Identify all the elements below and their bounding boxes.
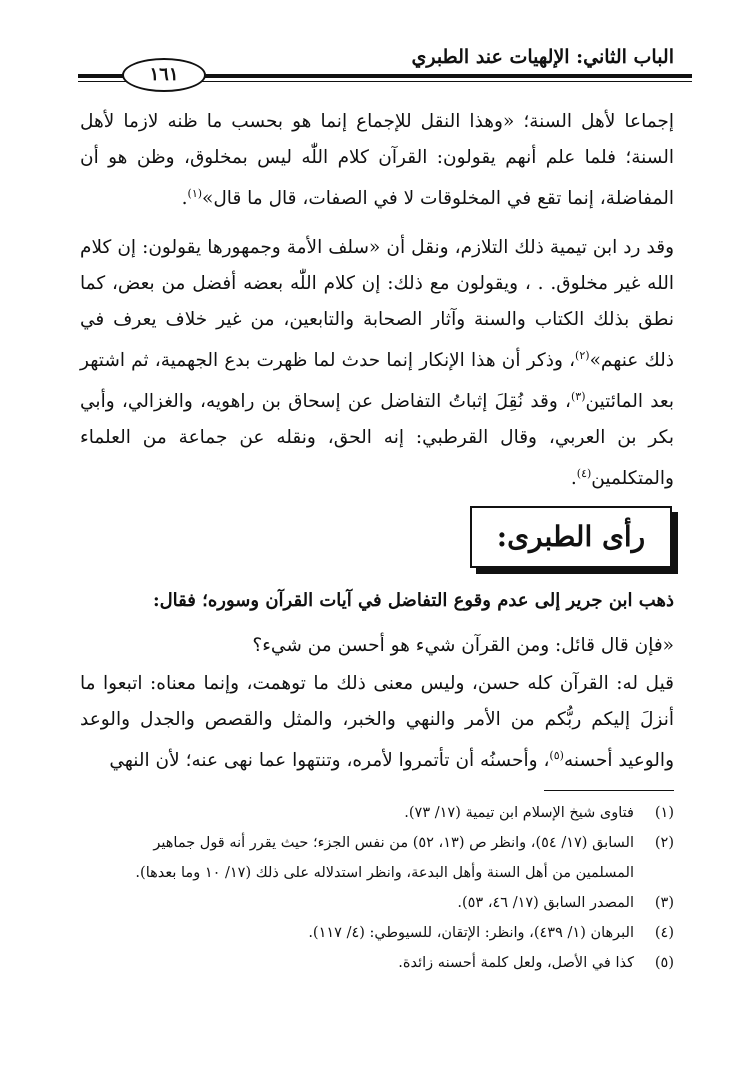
footnote-text: البرهان (١/ ٤٣٩)، وانظر: الإتقان، للسيوطي: (٤/ ١١٧). (308, 925, 634, 941)
footnote-ref-4: (٤) (576, 467, 592, 481)
footnote-ref-2: (٢) (575, 349, 590, 362)
paragraph-2-text-b: ، وذكر أن هذا الإنكار إنما حدث لما ظهرت بدع الجهمية، ثم اشتهر بعد المائتين (80, 350, 674, 413)
quote-answer (80, 666, 674, 779)
footnote-item (80, 948, 674, 978)
footnote-text: فتاوى شيخ الإسلام ابن تيمية (١٧/ ٧٣). (404, 805, 634, 821)
footnote-text: كذا في الأصل، ولعل كلمة أحسنه زائدة. (398, 955, 634, 971)
paragraph-2 (80, 230, 674, 497)
footnote-item (80, 828, 674, 858)
bold-intro-line: ذهب ابن جرير إلى عدم وقوع التفاضل في آيات القرآن وسوره؛ فقال: (152, 590, 674, 611)
footnote-ref-1: (١) (187, 187, 203, 200)
paragraph-1: إجماعا لأهل السنة؛ «وهذا النقل للإجماع إنما هو بحسب ما ظنه لازما لأهل السنة؛ فلما علم أنهم يقولون: القرآن كلام اللّٰه ليس بمخلوق، وظن هو أن المفاضلة، إنما تقع في المخلوقات لا في الصفات، قال ما قال»$^{(١)}$. (80, 111, 674, 210)
footnote-number: (١) (654, 805, 674, 821)
footnote-text: السابق (١٧/ ٥٤)، وانظر ص (١٣، ٥٢) من نفس الجزء؛ حيث يقرر أنه قول جماهير (153, 835, 634, 851)
footnote-item (80, 798, 674, 828)
footnote-number: (٣) (654, 895, 674, 911)
footnote-number: (٥) (654, 955, 674, 971)
footnote-text: المصدر السابق (١٧/ ٤٦، ٥٣). (457, 895, 634, 911)
footnote-item (80, 888, 674, 918)
footnote-continuation: المسلمين من أهل السنة وأهل البدعة، وانظر استدلاله على ذلك (١٧/ ١٠ وما بعدها). (135, 865, 634, 881)
footnote-ref-3: (٣) (570, 390, 586, 404)
paragraph-1-text: إجماعا لأهل السنة؛ «وهذا النقل للإجماع إنما هو بحسب ما ظنه لازما لأهل السنة؛ فلما علم أنهم يقولون: القرآن كلام اللّٰه ليس بمخلوق، وظن هو أن المفاضلة، إنما تقع في المخلوقات لا في الصفات، قال ما قال» (80, 111, 674, 210)
quote-answer-text-a: قيل له: القرآن كله حسن، وليس معنى ذلك ما توهمت، وإنما معناه: اتبعوا ما أنزلَ إليكم ربُّكم من الأمر والنهي والخبر، والمثل والقصص والجدل والوعد والوعيد أحسنه (80, 673, 674, 772)
paragraph-2-text-c: ، وقد نُقِلَ إثباتُ التفاضل عن إسحاق بن راهويه، والغزالي، وأبي بكر بن العربي، وقال القرطبي: إنه الحق، ونقله عن جماعة من العلماء والمتكلمين (80, 391, 674, 490)
paragraph-2-text-d: . (570, 468, 577, 490)
section-heading: رأى الطبرى: (470, 506, 672, 568)
paragraph-2-text-a: وقد رد ابن تيمية ذلك التلازم، ونقل أن «سلف الأمة وجمهورها يقولون: إن كلام الله غير مخلوق. . ، ويقولون مع ذلك: إن كلام اللّٰه بعضه أفضل من بعض، كما نطق بذلك الكتاب والسنة وآثار الصحابة والتابعين، من غير خلاف يعرف في ذلك عنهم» (80, 237, 674, 372)
footnote-item (80, 918, 674, 948)
quote-question: «فإن قال قائل: ومن القرآن شيء هو أحسن من شيء؟ (252, 635, 674, 656)
running-header: الباب الثاني: الإلهيات عند الطبري (411, 46, 674, 68)
footnotes (80, 798, 674, 978)
page-number: ١٦١ (122, 58, 206, 92)
footnote-number: (٢) (654, 835, 674, 851)
footnote-ref-5: (٥) (549, 749, 564, 762)
quote-answer-text-b: ، وأحسنُه أن تأتمروا لأمره، وتنتهوا عما نهى عنه؛ لأن النهي (109, 750, 550, 772)
footnote-number: (٤) (654, 925, 674, 941)
footnote-separator (544, 790, 674, 791)
